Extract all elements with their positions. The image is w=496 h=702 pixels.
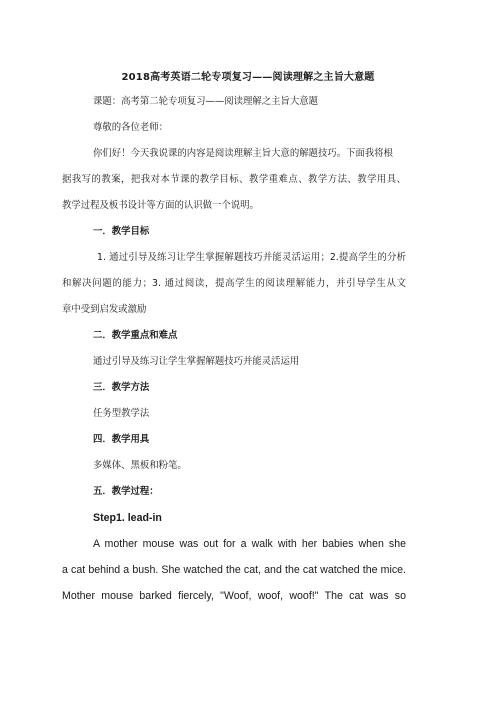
intro-line-2: 据我写的教案，把我对本节课的教学目标、教学重难点、教学方法、教学用具、 [62,174,406,185]
intro-line-3: 教学过程及板书设计等方面的认识做一个说明。 [62,200,259,211]
story-line-1: A mother mouse was out for a walk with her babies when she [93,538,406,550]
story-line-2: a cat behind a bush. She watched the cat, and the cat watched the mice. [62,564,406,576]
greeting: 尊敬的各位老师： [93,122,169,133]
page-title: 2018高考英语二轮专项复习——阅读理解之主旨大意题 [121,72,375,83]
story-line-3: Mother mouse barked fiercely, "Woof, woof, woof!" The cat was so [62,590,406,602]
objectives-line-3: 章中受到启发或激励 [62,304,147,315]
step1-heading: Step1. lead-in [93,512,162,524]
tools-text: 多媒体、黑板和粉笔。 [93,460,187,471]
lesson-topic: 课题：高考第二轮专项复习——阅读理解之主旨大意题 [93,96,319,107]
section-heading-objectives: 一．教学目标 [93,226,150,237]
objectives-line-1: 1. 通过引导及练习让学生掌握解题技巧并能灵活运用；2.提高学生的分析 [97,252,406,263]
objectives-line-2: 和解决问题的能力；3. 通过阅读，提高学生的阅读理解能力，并引导学生从文 [62,278,406,289]
section-heading-tools: 四．教学用具 [93,434,150,445]
section-heading-process: 五．教学过程： [93,486,159,497]
section-heading-methods: 三．教学方法 [93,382,150,393]
keypoints-text: 通过引导及练习让学生掌握解题技巧并能灵活运用 [93,356,300,367]
section-heading-keypoints: 二．教学重点和难点 [93,330,178,341]
intro-line-1: 你们好！今天我说课的内容是阅读理解主旨大意的解题技巧。下面我将根 [93,148,394,159]
methods-text: 任务型教学法 [93,408,150,419]
